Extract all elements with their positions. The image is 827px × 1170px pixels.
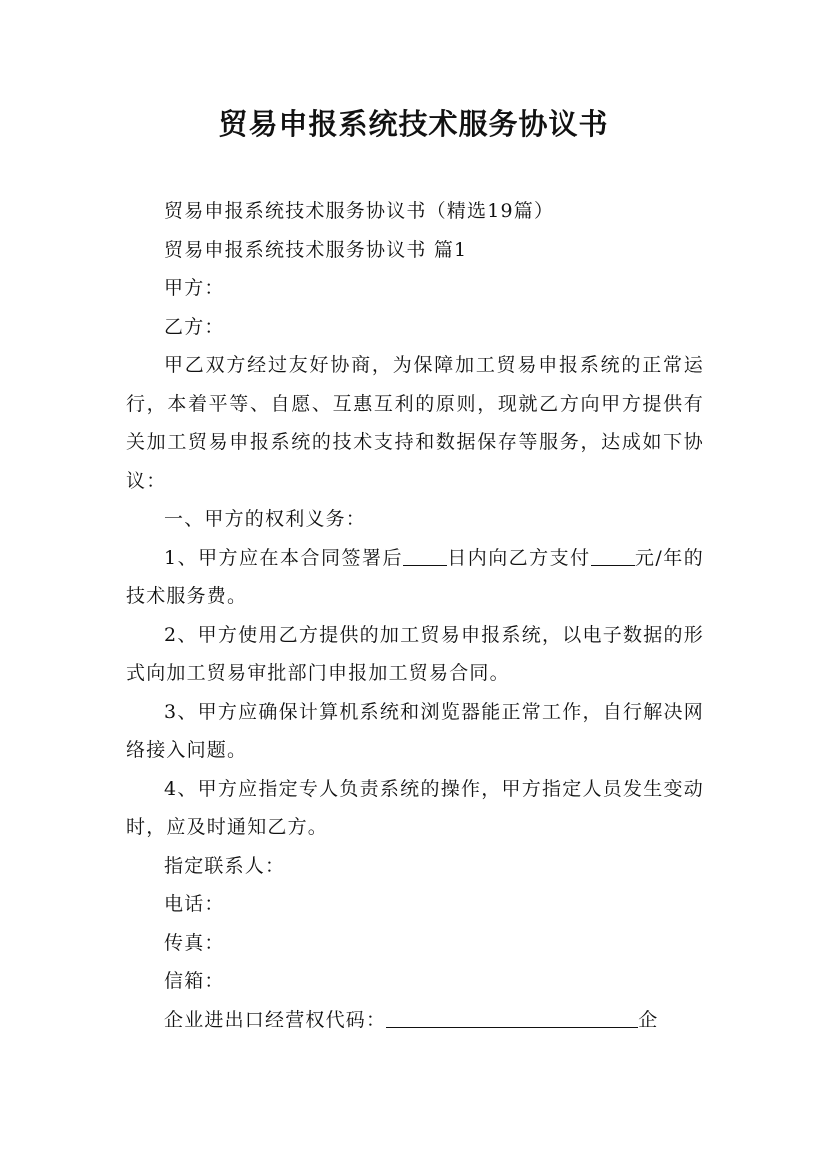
document-body (126, 192, 704, 1039)
trade-code-label: 企业进出口经营权代码： (164, 1008, 387, 1031)
clause-4: 4、甲方应指定专人负责系统的操作，甲方指定人员发生变动时，应及时通知乙方。 (126, 777, 704, 838)
clause-2: 2、甲方使用乙方提供的加工贸易申报系统，以电子数据的形式向加工贸易审批部门申报加工贸易合同。 (126, 623, 704, 684)
intro-paragraph: 甲乙双方经过友好协商，为保障加工贸易申报系统的正常运行，本着平等、自愿、互惠互利的原则，现就乙方向甲方提供有关加工贸易申报系统的技术支持和数据保存等服务，达成如下协议： (126, 354, 704, 492)
document-title: 贸易申报系统技术服务协议书 (218, 107, 609, 141)
email-label: 信箱： (164, 970, 225, 992)
chapter-heading: 贸易申报系统技术服务协议书 篇1 (164, 238, 468, 261)
party-a-label: 甲方： (164, 277, 225, 299)
fee-blank (591, 546, 635, 566)
days-blank (403, 546, 447, 566)
contact-label: 指定联系人： (164, 854, 286, 877)
clause-1-part2: 日内向乙方支付 (446, 546, 591, 569)
fax-label: 传真： (164, 931, 225, 954)
party-b-label: 乙方： (164, 315, 225, 338)
clause-3: 3、甲方应确保计算机系统和浏览器能正常工作，自行解决网络接入问题。 (126, 700, 704, 761)
trade-code-line (126, 1001, 704, 1040)
section-1-heading: 一、甲方的权利义务： (164, 508, 367, 530)
document-subtitle: 贸易申报系统技术服务协议书（精选19篇） (164, 200, 555, 222)
clause-1 (126, 539, 704, 616)
trade-code-trailing: 企 (638, 1008, 659, 1031)
clause-1-part3: 元/年的技术服务费。 (126, 546, 704, 607)
phone-label: 电话： (164, 893, 225, 915)
trade-code-blank (386, 1008, 638, 1028)
clause-1-part1: 1、甲方应在本合同签署后 (164, 546, 403, 569)
